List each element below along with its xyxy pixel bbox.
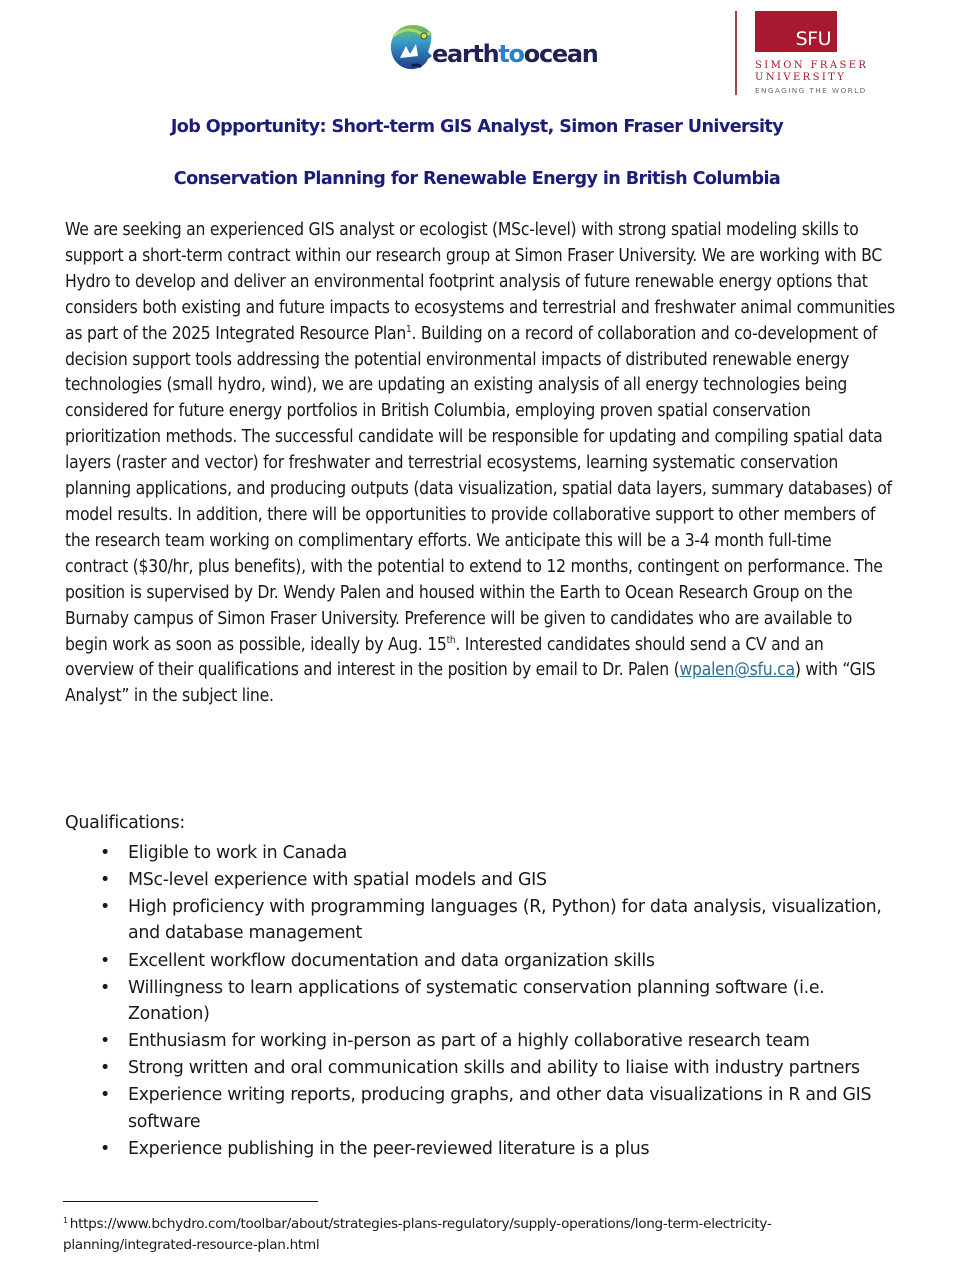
sfu-university-name: SIMON FRASER UNIVERSITY <box>755 60 869 83</box>
qualifications-list <box>65 840 895 1163</box>
qualification-item: • Eligible to work in Canada <box>65 840 895 866</box>
bullet-icon: • <box>100 1058 110 1079</box>
qualification-item: • Experience writing reports, producing graphs, and other data visualizations in R and GIS software <box>65 1082 895 1135</box>
bullet-icon: • <box>100 1138 110 1159</box>
email-link[interactable]: wpalen@sfu.ca <box>679 660 795 681</box>
sfu-logo-text: SFU <box>795 28 831 50</box>
sfu-tagline: ENGAGING THE WORLD <box>755 86 867 95</box>
footnote <box>63 1214 863 1256</box>
qualifications-heading: Qualifications: <box>65 813 185 833</box>
description-paragraph: We are seeking an experienced GIS analyst or ecologist (MSc-level) with strong spatial modeling skills to support a short-term contract within our research group at Simon Fraser University. We are working with BC Hydro to develop and deliver an environmental footprint analysis of future renewable energy options that considers both existing and future impacts to ecosystems and terrestrial and freshwater animal communities as part of the 2025 Integrated Resource Plan$^1$. Building on a record of collaboration and co-development of decision support tools addressing the potential environmental impacts of distributed renewable energy technologies (small hydro, wind), we are updating an existing analysis of all energy technologies being considered for future energy portfolios in British Columbia, employing proven spatial conservation prioritization methods. The successful candidate will be responsible for updating and compiling spatial data layers (raster and vector) for freshwater and terrestrial ecosystems, learning systematic conservation planning applications, and producing outputs (data visualization, spatial data layers, summary databases) of model results. In addition, there will be opportunities to provide collaborative support to other members of the research team working on complimentary efforts. We anticipate this will be a 3-4 month full-time contract ($30/hr, plus benefits), with the potential to extend to 12 months, contingent on performance. The position is supervised by Dr. Wendy Palen and housed within the Earth to Ocean Research Group on the Burnaby campus of Simon Fraser University. Preference will be given to candidates who are available to begin work as soon as possible, ideally by Aug. 15th. Interested candidates should send a CV and an overview of their qualifications and interest in the position by email to Dr. Palen (wpalen@sfu.ca) with “GIS Analyst” in the subject line. <box>65 220 895 707</box>
qualification-item: • MSc-level experience with spatial models and GIS <box>65 867 895 893</box>
job-description <box>65 218 895 710</box>
qualification-item: • Willingness to learn applications of systematic conservation planning software (i.e. Zonation) <box>65 975 895 1028</box>
bullet-icon: • <box>100 897 110 918</box>
sfu-logo-box <box>755 11 837 52</box>
qualification-item: • Experience publishing in the peer-reviewed literature is a plus <box>65 1136 895 1162</box>
qualification-item: • Strong written and oral communication skills and ability to liaise with industry partners <box>65 1055 895 1081</box>
bullet-icon: • <box>100 1031 110 1052</box>
bullet-icon: • <box>100 843 110 863</box>
footnote-number: 1 <box>63 1216 68 1225</box>
footnote-url[interactable]: https://www.bchydro.com/toolbar/about/strategies-plans-regulatory/supply-operations/long-term-electricity-planning/integrated-resource-plan.html <box>63 1216 772 1253</box>
globe-fish-icon <box>388 22 438 72</box>
bullet-icon: • <box>100 1085 110 1106</box>
bullet-icon: • <box>100 950 110 971</box>
earthtoocean-logo <box>388 20 598 76</box>
footnote-reference[interactable]: 1 <box>406 323 412 335</box>
bullet-icon: • <box>100 870 110 891</box>
qualification-item: • Excellent workflow documentation and data organization skills <box>65 948 895 974</box>
footnote-separator <box>63 1201 318 1202</box>
project-subtitle-heading: Conservation Planning for Renewable Energy in British Columbia <box>173 169 781 189</box>
ordinal-suffix: th <box>446 634 456 646</box>
job-title-heading: Job Opportunity: Short-term GIS Analyst, Simon Fraser University <box>170 117 784 137</box>
qualification-item: • Enthusiasm for working in-person as part of a highly collaborative research team <box>65 1028 895 1054</box>
logo-divider <box>735 11 737 95</box>
earthtoocean-wordmark: earthtoocean <box>432 40 598 68</box>
bullet-icon: • <box>100 977 110 998</box>
qualification-item: • High proficiency with programming languages (R, Python) for data analysis, visualization, and database management <box>65 894 895 947</box>
